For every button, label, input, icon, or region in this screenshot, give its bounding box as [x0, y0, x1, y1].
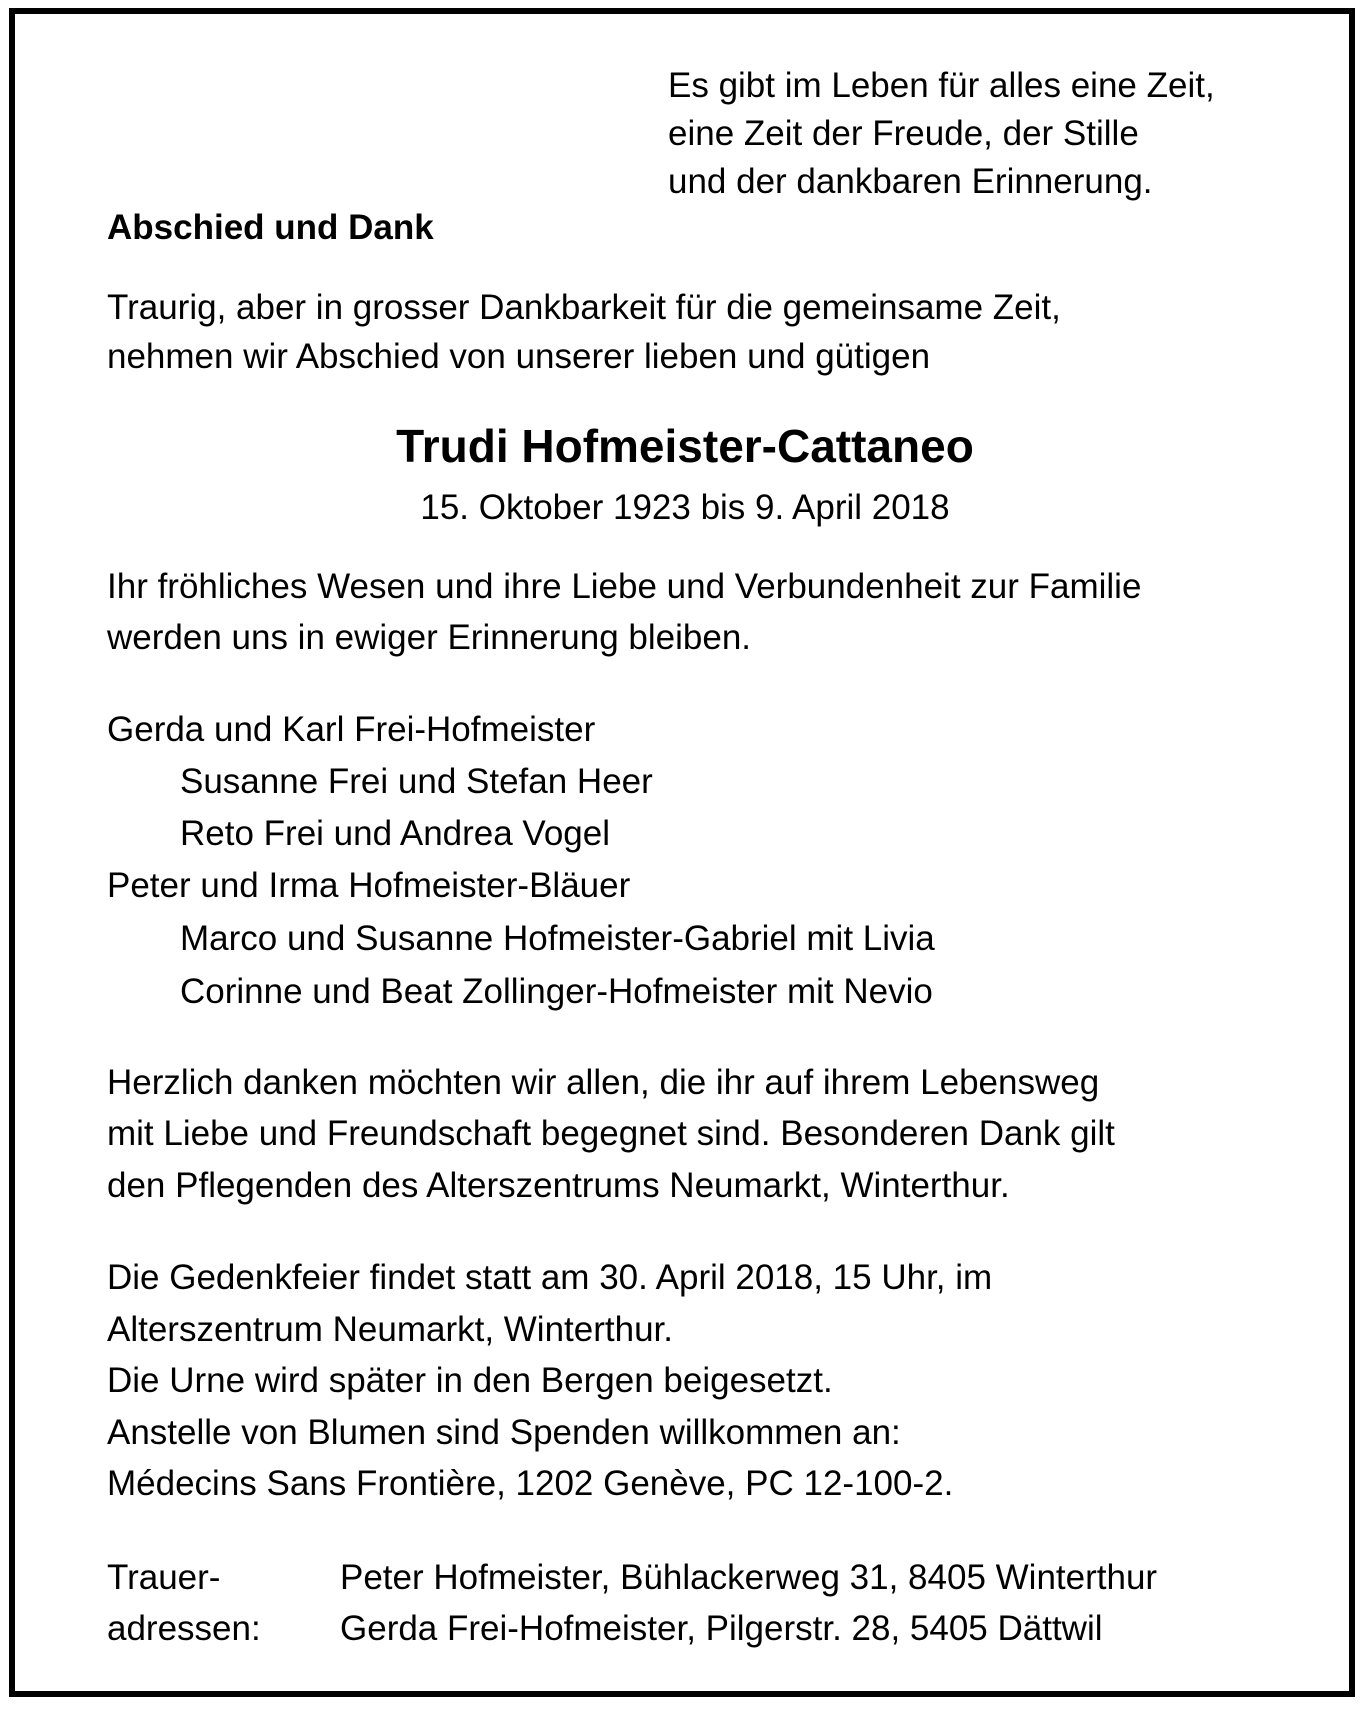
memory-line-2: werden uns in ewiger Erinnerung bleiben.: [107, 618, 752, 657]
address-label-2: adressen:: [107, 1609, 261, 1648]
heading: Abschied und Dank: [107, 208, 434, 247]
thanks-line-2: mit Liebe und Freundschaft begegnet sind. Besonderen Dank gilt: [107, 1114, 1115, 1153]
address-line-2: Gerda Frei-Hofmeister, Pilgerstr. 28, 5405 Dättwil: [340, 1609, 1103, 1648]
intro-line-2: nehmen wir Abschied von unserer lieben und gütigen: [107, 337, 931, 376]
ceremony-line-1: Die Gedenkfeier findet statt am 30. April 2018, 15 Uhr, im: [107, 1258, 993, 1297]
ceremony-line-4: Anstelle von Blumen sind Spenden willkommen an:: [107, 1413, 901, 1452]
family-line-5: Marco und Susanne Hofmeister-Gabriel mit Livia: [180, 919, 935, 958]
family-line-1: Gerda und Karl Frei-Hofmeister: [107, 710, 596, 749]
poem-line-3: und der dankbaren Erinnerung.: [668, 162, 1153, 201]
family-line-2: Susanne Frei und Stefan Heer: [180, 762, 653, 801]
deceased-dates: 15. Oktober 1923 bis 9. April 2018: [420, 488, 950, 527]
intro-line-1: Traurig, aber in grosser Dankbarkeit für die gemeinsame Zeit,: [107, 288, 1061, 327]
deceased-name: Trudi Hofmeister-Cattaneo: [396, 420, 974, 472]
thanks-line-1: Herzlich danken möchten wir allen, die ihr auf ihrem Lebensweg: [107, 1063, 1100, 1102]
poem-line-1: Es gibt im Leben für alles eine Zeit,: [668, 66, 1215, 105]
address-line-1: Peter Hofmeister, Bühlackerweg 31, 8405 Winterthur: [340, 1558, 1158, 1597]
poem-line-2: eine Zeit der Freude, der Stille: [668, 114, 1139, 153]
family-line-3: Reto Frei und Andrea Vogel: [180, 814, 611, 853]
address-label-1: Trauer-: [107, 1558, 221, 1597]
ceremony-line-2: Alterszentrum Neumarkt, Winterthur.: [107, 1310, 673, 1349]
thanks-line-3: den Pflegenden des Alterszentrums Neumarkt, Winterthur.: [107, 1166, 1010, 1205]
family-line-4: Peter und Irma Hofmeister-Bläuer: [107, 866, 631, 905]
memory-line-1: Ihr fröhliches Wesen und ihre Liebe und Verbundenheit zur Familie: [107, 567, 1142, 606]
ceremony-line-3: Die Urne wird später in den Bergen beigesetzt.: [107, 1361, 833, 1400]
ceremony-line-5: Médecins Sans Frontière, 1202 Genève, PC 12-100-2.: [107, 1464, 954, 1503]
family-line-6: Corinne und Beat Zollinger-Hofmeister mit Nevio: [180, 972, 933, 1011]
